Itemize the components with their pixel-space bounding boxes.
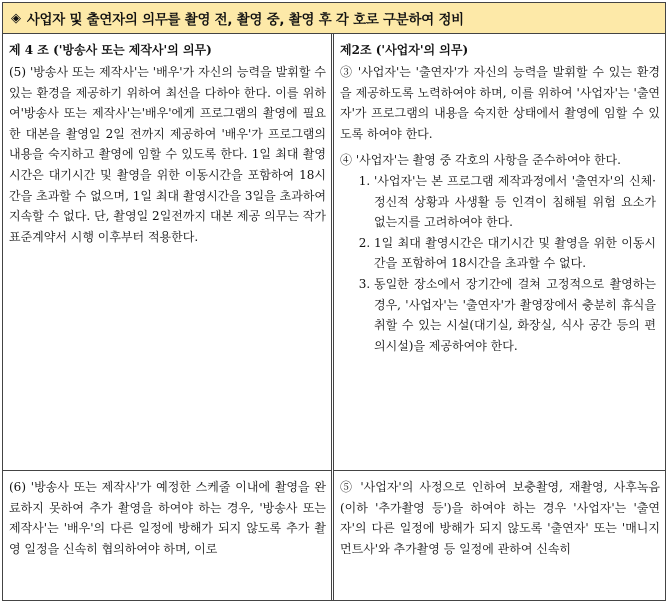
left-article-heading: 제 4 조 ('방송사 또는 제작사'의 의무) — [9, 43, 212, 57]
list-item: 3. 동일한 장소에서 장기간에 걸쳐 고정적으로 촬영하는 경우, '사업자'는 '출연자'가 촬영장에서 충분히 휴식을 취할 수 있는 시설(대기실, 화장실, 식사 공간 등의 편의시설)을 제공하여야 한다. — [374, 274, 660, 356]
left-clause-5: (5) '방송사 또는 제작사'는 '배우'가 자신의 능력을 발휘할 수 있는 환경을 제공하기 위하여 최선을 다하야 한다. 이를 위하여'방송사 또는 제작사'는'배우'에게 프로그램의 촬영에 필요한 대본을 촬영일 2일 전까지 제공하여 '배우'가 프로그램의 내용을 숙지하고 촬영에 임할 수 있도록 한다. 1일 최대 촬영시간은 대기시간 및 촬영을 위한 이동시간을 포함하여 18시간을 초과할 수 없으며, 1일 최대 촬영시간을 3일을 초과하여 지속할 수 없다. 단, 촬영일 2일전까지 대본 제공 의무는 작가 표준계약서 시행 이후부터 적용한다. — [9, 65, 326, 244]
left-column-current-contract — [3, 34, 334, 600]
right-clause-5: ⑤ '사업자'의 사정으로 인하여 보충촬영, 재촬영, 사후녹음(이하 '추가촬영 등')을 하여야 하는 경우 '사업자'는 '출연자'의 다른 일정에 방해가 되지 않도록 '출연자' 또는 '매니지먼트사'와 추가촬영 등 일정에 관하여 신속히 — [340, 480, 660, 556]
left-clause-6: (6) '방송사 또는 제작사'가 예정한 스케줄 이내에 촬영을 완료하지 못하여 추가 촬영을 하여야 하는 경우, '방송사 또는 제작사'는 '배우'의 다른 일정에 방해가 되지 않도록 추가 촬영 일정을 신속히 협의하여야 하며, 이로 — [9, 480, 326, 556]
banner-title: 사업자 및 출연자의 의무를 촬영 전, 촬영 중, 촬영 후 각 호로 구분하여 정비 — [26, 12, 464, 28]
row-divider — [334, 470, 665, 471]
list-item: 2. 1일 최대 촬영시간은 대기시간 및 촬영을 위한 이동시간을 포함하여 18시간을 초과할 수 없다. — [374, 233, 660, 274]
left-bottom-cell — [9, 477, 326, 559]
right-bottom-cell — [340, 477, 660, 559]
table-body — [3, 34, 665, 600]
right-clause-4: ④ '사업자'는 촬영 중 각호의 사항을 준수하여야 한다. — [340, 153, 621, 168]
list-item: 1. '사업자'는 본 프로그램 제작과정에서 '출연자'의 신체·정신적 상황과 사생활 등 인격이 침해될 위험 요소가 없는지를 고려하여야 한다. — [374, 171, 660, 233]
comparison-table — [2, 2, 666, 601]
diamond-bullet-icon: ◈ — [11, 10, 21, 26]
right-column-revised-contract — [334, 34, 665, 600]
section-banner — [3, 3, 665, 34]
right-clause-3: ③ '사업자'는 '출연자'가 자신의 능력을 발휘할 수 있는 환경을 제공하도록 노력하여야 하며, 이를 위하여 '사업자'는 '출연자'가 프로그램의 내용을 숙지한 상태에서 촬영에 임할 수 있도록 하여야 한다. — [340, 65, 660, 141]
right-article-heading: 제2조 ('사업자'의 의무) — [340, 43, 469, 57]
right-clause-4-items — [340, 171, 660, 356]
row-divider — [3, 470, 331, 471]
